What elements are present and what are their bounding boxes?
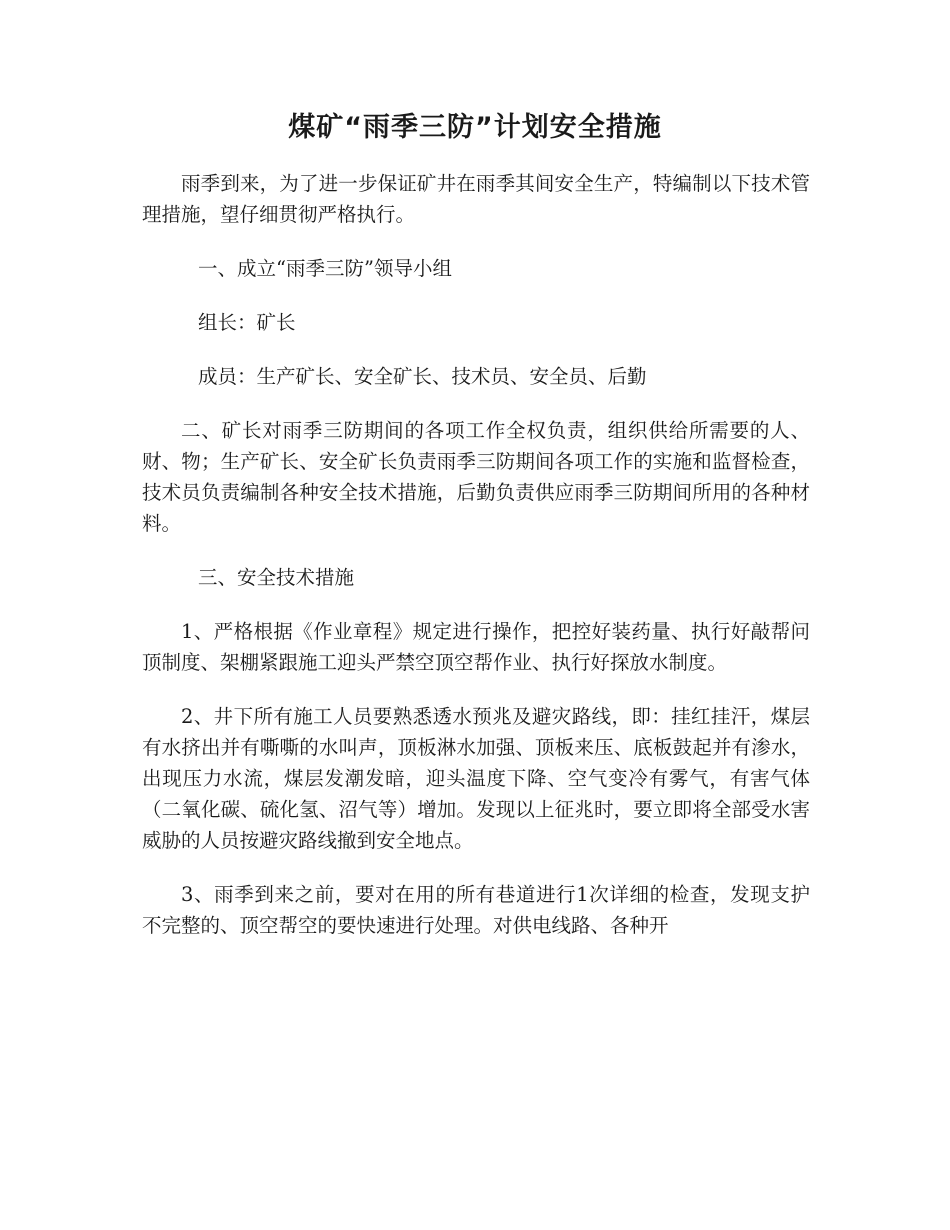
document-title: 煤矿“雨季三防”计划安全措施 (288, 112, 662, 143)
measure-item-3: 3、雨季到来之前，要对在用的所有巷道进行1次详细的检查，发现支护不完整的、顶空帮空的要快速进行处理。对供电线路、各种开 (142, 883, 810, 937)
section-1-heading: 一、成立“雨季三防”领导小组 (198, 257, 452, 280)
measure-item-1: 1、严格根据《作业章程》规定进行操作，把控好装药量、执行好敲帮问顶制度、架棚紧跟施工迎头严禁空顶空帮作业、执行好探放水制度。 (142, 620, 810, 674)
measure-item-2: 2、井下所有施工人员要熟悉透水预兆及避灾路线，即：挂红挂汗，煤层有水挤出并有嘶嘶的水叫声，顶板淋水加强、顶板来压、底板鼓起并有渗水，出现压力水流，煤层发潮发暗，迎头温度下降、空气变冷有雾气，有害气体（二氧化碳、硫化氢、沼气等）增加。发现以上征兆时，要立即将全部受水害威胁的人员按避灾路线撤到安全地点。 (142, 705, 810, 852)
section-2-paragraph: 二、矿长对雨季三防期间的各项工作全权负责，组织供给所需要的人、财、物；生产矿长、安全矿长负责雨季三防期间各项工作的实施和监督检查，技术员负责编制各种安全技术措施，后勤负责供应雨季三防期间所用的各种材料。 (142, 419, 810, 535)
group-members-line: 成员：生产矿长、安全矿长、技术员、安全员、后勤 (198, 365, 647, 388)
section-3-heading: 三、安全技术措施 (198, 566, 355, 589)
group-leader-line: 组长：矿长 (198, 311, 296, 334)
document-body (142, 168, 810, 964)
intro-paragraph: 雨季到来，为了进一步保证矿井在雨季其间安全生产，特编制以下技术管理措施，望仔细贯彻严格执行。 (142, 172, 810, 226)
